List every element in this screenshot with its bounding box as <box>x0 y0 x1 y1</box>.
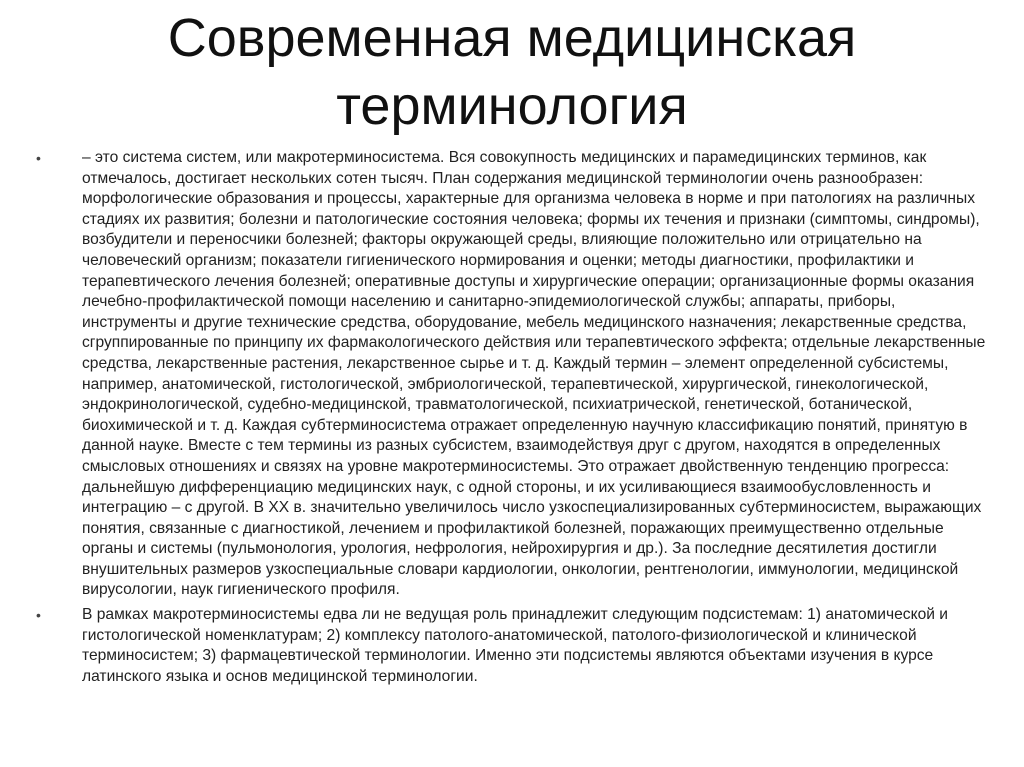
bullet-list <box>30 148 992 691</box>
bullet-dot-icon: • <box>36 607 41 624</box>
bullet-item-2 <box>30 605 992 687</box>
bullet-text: – это система систем, или макротерминосистема. Вся совокупность медицинских и парамедицинских терминов, как отмечалось, достигает нескольких сотен тысяч. План содержания медицинской терминологии очень разнообразен: морфологические образования и процессы, характерные для организма человека в норме и при патологиях на различных стадиях их развития; болезни и патологические состояния человека; формы их течения и признаки (симптомы, синдромы), возбудители и переносчики болезней; факторы окружающей среды, влияющие положительно или отрицательно на человеческий организм; показатели гигиенического нормирования и оценки; методы диагностики, профилактики и терапевтического лечения болезней; оперативные доступы и хирургические операции; организационные формы оказания лечебно-профилактической помощи населению и санитарно-эпидемиологической службы; аппараты, приборы, инструменты и другие технические средства, оборудование, мебель медицинского назначения; лекарственные средства, сгруппированные по принципу их фармакологического действия или терапевтического эффекта; отдельные лекарственные средства, лекарственные растения, лекарственное сырье и т. д. Каждый термин – элемент определенной субсистемы, например, анатомической, гистологической, эмбриологической, терапевтической, хирургической, гинекологической, эндокринологической, судебно-медицинской, травматологической, психиатрической, генетической, ботанической, биохимической и т. д. Каждая субтерминосистема отражает определенную научную классификацию понятий, принятую в данной науке. Вместе с тем термины из разных субсистем, взаимодействуя друг с другом, находятся в определенных смысловых отношениях и связях на уровне макротерминосистемы. Это отражает двойственную тенденцию прогресса: дальнейшую дифференциацию медицинских наук, с одной стороны, и их усиливающиеся взаимообусловленность и интеграцию – с другой. В XX в. значительно увеличилось число узкоспециализированных субтерминосистем, выражающих понятия, связанные с диагностикой, лечением и профилактикой болезней, поражающих преимущественно отдельные органы и системы (пульмонология, урология, нефрология, нейрохирургия и др.). За последние десятилетия достигли внушительных размеров узкоспециальные словари кардиологии, онкологии, рентгенологии, иммунологии, медицинской вирусологии, наук гигиенического профиля. <box>82 149 986 599</box>
slide-title: Современная медицинская терминология <box>167 8 857 136</box>
bullet-dot-icon: • <box>36 150 41 166</box>
bullet-text: В рамках макротерминосистемы едва ли не ведущая роль принадлежит следующим подсистемам: 1) анатомической и гистологической номенклатурам; 2) комплексу патолого-анатомической, патолого-физиологической и клинической терминосистем; 3) фармацевтической терминологии. Именно эти подсистемы являются объектами изучения в курсе латинского языка и основ медицинской терминологии. <box>82 606 949 685</box>
bullet-item-1 <box>30 148 992 601</box>
